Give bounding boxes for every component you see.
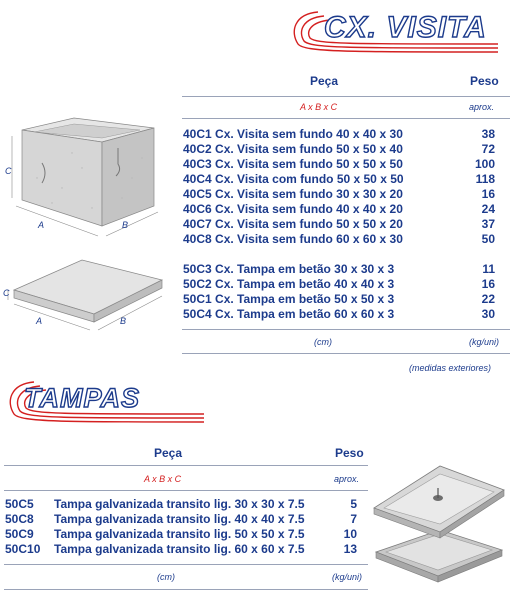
- list-item-weight: 118: [475, 172, 495, 186]
- list-item-weight: 7: [350, 512, 357, 526]
- tampas-unit-weight: (kg/uni): [332, 572, 363, 582]
- galvanized-lid-image: [370, 460, 508, 584]
- exterior-measurements-note: (medidas exteriores): [409, 363, 492, 373]
- header-piece: Peça: [310, 74, 339, 88]
- list-item-weight: 22: [481, 292, 495, 306]
- list-item: 40C6 Cx. Visita sem fundo 40 x 40 x 20: [183, 202, 403, 216]
- tampas-title: TAMPAS: [24, 383, 140, 413]
- list-item: Tampa galvanizada transito lig. 50 x 50 x 7.5: [54, 527, 305, 541]
- list-item-weight: 16: [481, 277, 495, 291]
- cx-visita-logo: [288, 8, 506, 56]
- tampas-footer-divider: [4, 564, 368, 565]
- list-item: 40C2 Cx. Visita sem fundo 50 x 50 x 40: [183, 142, 403, 156]
- list-item: 50C4 Cx. Tampa em betão 60 x 60 x 3: [183, 307, 395, 321]
- list-item: 40C1 Cx. Visita sem fundo 40 x 40 x 30: [183, 127, 403, 141]
- list-item: 40C3 Cx. Visita sem fundo 50 x 50 x 50: [183, 157, 403, 171]
- list-item-weight: 30: [481, 307, 495, 321]
- list-item-code: 50C10: [5, 542, 41, 556]
- list-item-weight: 50: [481, 232, 495, 246]
- list-item-weight: 13: [343, 542, 357, 556]
- concrete-box-diagram: [2, 108, 172, 348]
- footer-divider-2: [182, 353, 510, 354]
- list-item-code: 50C9: [5, 527, 34, 541]
- tampas-logo: [4, 378, 206, 426]
- list-item: 50C1 Cx. Tampa em betão 50 x 50 x 3: [183, 292, 395, 306]
- list-item: 50C3 Cx. Tampa em betão 30 x 30 x 3: [183, 262, 395, 276]
- list-item: Tampa galvanizada transito lig. 30 x 30 x 7.5: [54, 497, 305, 511]
- list-item: 40C7 Cx. Visita sem fundo 50 x 50 x 20: [183, 217, 403, 231]
- dim-c-label: C: [5, 166, 12, 176]
- unit-dims: (cm): [314, 337, 332, 347]
- header-weight: Peso: [470, 74, 499, 88]
- unit-weight: (kg/uni): [469, 337, 500, 347]
- list-item-weight: 38: [481, 127, 495, 141]
- list-item-weight: 10: [343, 527, 357, 541]
- footer-divider: [182, 329, 510, 330]
- list-item: 40C8 Cx. Visita sem fundo 60 x 60 x 30: [183, 232, 403, 246]
- list-item-code: 50C8: [5, 512, 34, 526]
- list-item: Tampa galvanizada transito lig. 40 x 40 x 7.5: [54, 512, 305, 526]
- weight-approx: aprox.: [469, 102, 495, 112]
- list-item: 40C4 Cx. Visita com fundo 50 x 50 x 50: [183, 172, 404, 186]
- list-item-weight: 72: [481, 142, 495, 156]
- list-item-weight: 100: [474, 157, 495, 171]
- tampas-header-divider: [4, 465, 368, 466]
- list-item: Tampa galvanizada transito lig. 60 x 60 x 7.5: [54, 542, 305, 556]
- list-item: 40C5 Cx. Visita sem fundo 30 x 30 x 20: [183, 187, 403, 201]
- tampas-unit-dims: (cm): [157, 572, 175, 582]
- cx-visita-title: CX. VISITA: [324, 11, 487, 44]
- lid-dim-b-label: B: [120, 316, 127, 326]
- subheader-divider: [182, 118, 510, 119]
- list-item: 50C2 Cx. Tampa em betão 40 x 40 x 3: [183, 277, 395, 291]
- tampas-header-piece: Peça: [154, 446, 183, 460]
- list-item-weight: 5: [350, 497, 357, 511]
- lid-dim-c-label: C: [3, 288, 10, 298]
- list-item-weight: 16: [481, 187, 495, 201]
- tampas-dims-label: A x B x C: [144, 474, 182, 484]
- list-item-code: 50C5: [5, 497, 34, 511]
- lid-dim-a-label: A: [36, 316, 43, 326]
- tampas-header-weight: Peso: [335, 446, 364, 460]
- tampas-subheader-divider: [4, 490, 368, 491]
- tampas-weight-approx: aprox.: [334, 474, 360, 484]
- tampas-footer-divider-2: [4, 589, 368, 590]
- dim-b-label: B: [122, 220, 129, 230]
- header-divider: [182, 96, 510, 97]
- dim-a-label: A: [38, 220, 45, 230]
- dims-label: A x B x C: [300, 102, 338, 112]
- list-item-weight: 11: [482, 262, 495, 276]
- list-item-weight: 24: [481, 202, 495, 216]
- list-item-weight: 37: [481, 217, 495, 231]
